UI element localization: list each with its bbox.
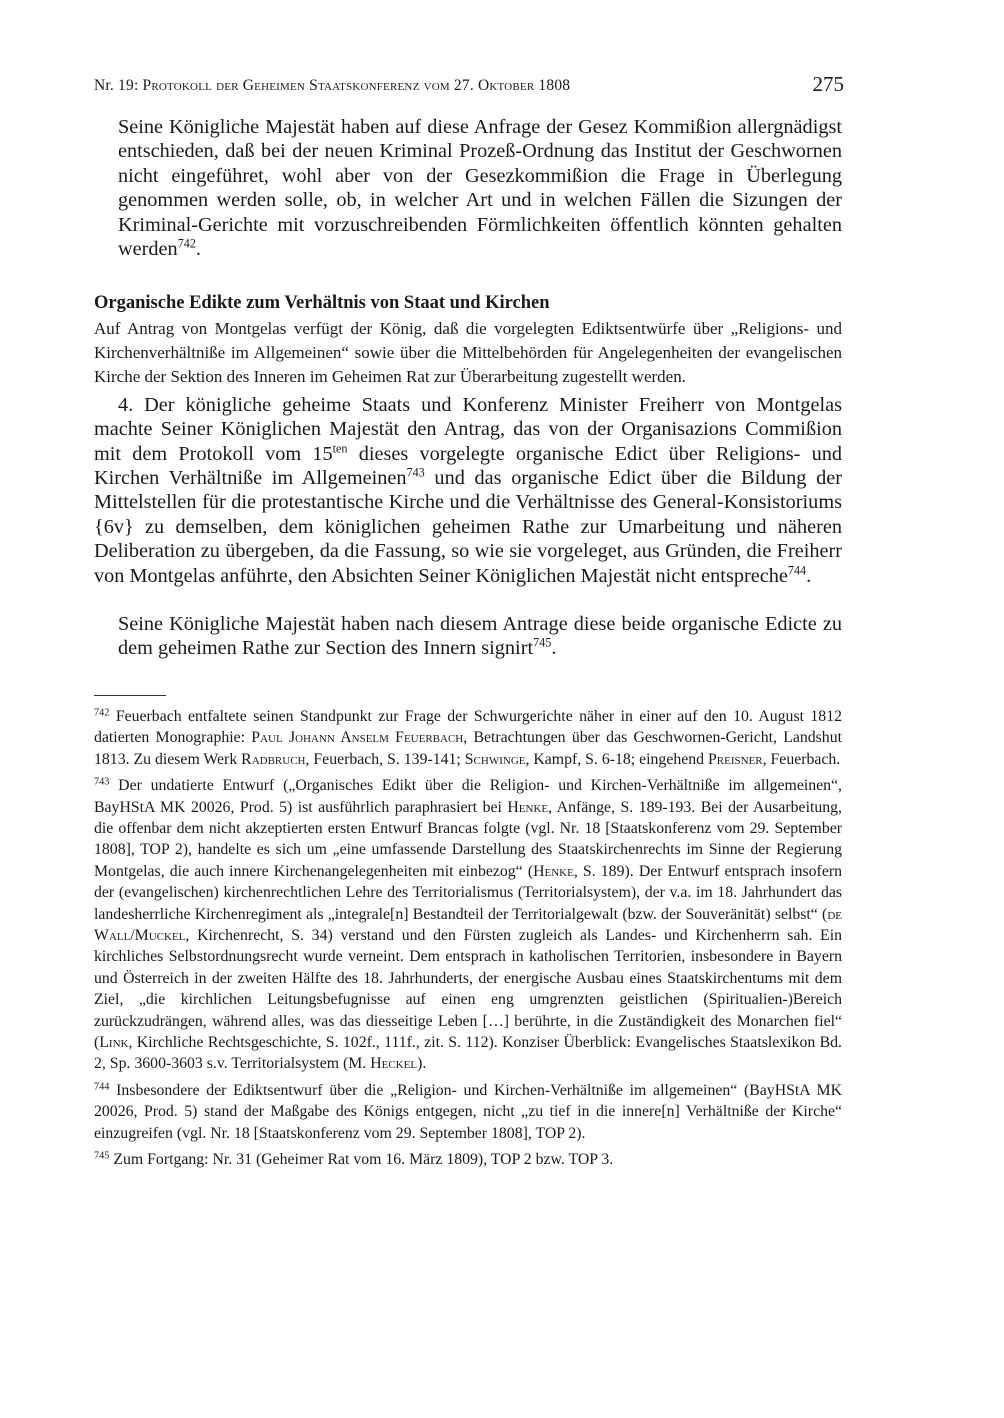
footnote-743 xyxy=(94,775,842,1075)
running-title-text: Protokoll der Geheimen Staatskonferenz vom 27. Oktober 1808 xyxy=(142,77,571,94)
paragraph-text: Seine Königliche Majestät haben auf diese Anfrage der Gesez Kommißion allergnädigst entschieden, daß bei der neuen Kriminal Prozeß-Ordnung das Institut der Geschwornen nicht eingeführet, wohl aber von der Gesezkommißion die Frage in Überlegung genommen werden solle, ob, in welcher Art und in welchen Fällen die Sizungen der Kriminal-Gerichte mit vorzuschreibenden Förmlichkeiten öffentlich könnten gehalten werden xyxy=(118,116,842,261)
paragraph-text-2: dieses vorgelegte organische Edict über Religions- und Kirchen Verhältniße im Allgemeinen xyxy=(94,442,842,490)
running-title xyxy=(94,77,570,95)
section-summary: Auf Antrag von Montgelas verfügt der König, daß die vorgelegten Ediktsentwürfe über „Religions- und Kirchenverhältniße im Allgemeinen“ sowie über die Mittelbehörden für Angelegenheiten der evangelischen Kirche der Sektion des Inneren im Geheimen Rat zur Überarbeitung zugestellt werden. xyxy=(94,319,842,387)
footnote-744 xyxy=(94,1080,842,1144)
footnote-text: , Kirchliche Rechtsgeschichte, S. 102f., 111f., zit. S. 112). Konziser Überblick: Evangelisches Staatslexikon Bd. 2, Sp. 3600-3603 s.v. Territorialsystem (M. xyxy=(94,1033,842,1073)
author-name: Paul Johann Anselm Feuerbach xyxy=(251,729,464,747)
footnote-742 xyxy=(94,706,842,770)
footnote-text: , Betrachtungen über das Geschwornen-Gericht, Landshut 1813. Zu diesem Werk xyxy=(94,729,842,768)
page-body xyxy=(94,115,842,1175)
footnote-number: 743 xyxy=(94,776,110,788)
running-title-prefix: Nr. 19: xyxy=(94,77,143,94)
footnote-text: , Kampf, S. 6-18; eingehend xyxy=(525,750,708,768)
footnote-ref-743[interactable]: 743 xyxy=(406,465,425,480)
footnote-separator xyxy=(94,695,166,696)
footnote-number: 744 xyxy=(94,1081,110,1093)
footnote-745 xyxy=(94,1149,842,1170)
author-name: Henke xyxy=(533,862,574,880)
footnote-text: Feuerbach entfaltete seinen Standpunkt zur Frage der Schwurgerichte näher in einer auf den 10. August 1812 datierten Monographie: xyxy=(94,707,842,747)
footnote-text: Zum Fortgang: Nr. 31 (Geheimer Rat vom 16. März 1809), TOP 2 bzw. TOP 3. xyxy=(113,1151,614,1169)
author-name: Radbruch xyxy=(241,750,306,768)
paragraph-montgelas-motion xyxy=(94,393,842,588)
footnote-ref-745[interactable]: 745 xyxy=(533,636,552,651)
footnote-number: 742 xyxy=(94,707,110,719)
footnote-ref-742[interactable]: 742 xyxy=(177,236,196,251)
footnote-text: , Anfänge, S. 189-193. Bei der Ausarbeitung, die offenbar dem nicht akzeptierten ersten Entwurf Brancas folgte (vgl. Nr. 18 [Staatskonferenz vom 29. September 1808], TOP 2), handelte es sich um „eine umfassende Darstellung des Staatskirchenrechts im Sinne der Regierung Montgelas, die auch innere Kirchenangelegenheiten mit einbezog“ ( xyxy=(94,798,842,880)
paragraph-text-3: und das organische Edict über die Bildung der Mittelstellen für die protestantische Kirche und die Verhältnisse des General-Konsistoriums {6v} zu demselben, dem königlichen geheimen Rathe zur Umarbeitung und näheren Deliberation zu übergeben, da die Fassung, so wie sie vorgeleget, aus Gründen, die Freiherr von Montgelas anführte, den Absichten Seiner Königlichen Majestät nicht entspreche xyxy=(94,467,842,587)
author-name: Henke xyxy=(507,798,549,816)
footnote-text: Der undatierte Entwurf („Organisches Edikt über die Religion- und Kirchen-Verhältniße im allgemeinen“, BayHStA MK 20026, Prod. 5) ist ausführlich paraphrasiert bei xyxy=(94,777,842,816)
running-header xyxy=(94,72,844,102)
footnote-ref-744[interactable]: 744 xyxy=(787,563,807,578)
paragraph-end: . xyxy=(806,564,812,587)
footnote-number: 745 xyxy=(94,1150,110,1162)
footnote-text: , Kirchenrecht, S. 34) verstand und den Fürsten zugleich als Landes- und Kirchenherrn sah. Ein kirchliches Selbstordnungsrecht wurde verneint. Dem entsprach in katholischen Territorien, insbesondere in Bayern und Österreich in der zweiten Hälfte des 18. Jahrhunderts, der energische Ausbau eines Staatskirchentums mit dem Ziel, „die kirchlichen Leitungsbefugnisse auf einen eng umgrenzten geistlichen (Spiritualien-)Bereich zurückzudrängen, während alles, was das diesseitige Leben […] berührte, in die Zuständigkeit des Monarchen fiel“ ( xyxy=(94,926,842,1051)
spacer xyxy=(94,588,842,612)
paragraph-end: . xyxy=(195,238,201,261)
footnote-text: , Feuerbach. xyxy=(762,750,841,768)
page-number: 275 xyxy=(812,72,844,96)
paragraph-text-1: 4. Der königliche geheime Staats und Konferenz Minister Freiherr von Montgelas machte Seiner Königlichen Majestät den Antrag, das von der Organisazions Commißion mit dem Protokoll vom 15 xyxy=(94,393,842,465)
paragraph-royal-decision-jury xyxy=(94,115,842,261)
spacer xyxy=(94,261,842,291)
superscript-ten: ten xyxy=(332,441,348,456)
paragraph-royal-signature xyxy=(94,612,842,661)
paragraph-end: . xyxy=(551,637,557,660)
footnote-text: Insbesondere der Ediktsentwurf über die „Religion- und Kirchen-Verhältniße im allgemeinen“ (BayHStA MK 20026, Prod. 5) stand der Maßgabe des Königs entgegen, nicht „zu tief in die innere[n] Verhältniße der Kirche“ einzugreifen (vgl. Nr. 18 [Staatskonferenz vom 29. September 1808], TOP 2). xyxy=(94,1081,843,1142)
footnote-text: ). xyxy=(417,1055,427,1073)
paragraph-text: Seine Königliche Majestät haben nach diesem Antrage diese beide organische Edicte zu dem geheimen Rathe zur Section des Innern signirt xyxy=(118,613,842,660)
author-name: Link xyxy=(99,1033,129,1051)
author-name: de Wall/Muckel xyxy=(94,905,842,944)
author-name: Schwinge xyxy=(464,750,526,768)
footnote-text: , S. 189). Der Entwurf entsprach insofern der (evangelischen) kirchenrechtlichen Lehre des Territorialismus (Territorialsystem), der v.a. im 18. Jahrhundert das landesherrliche Kirchenregiment als „integrale[n] Bestandteil der Territorialgewalt (bzw. der Souveränität) selbst“ ( xyxy=(94,862,842,923)
section-heading: Organische Edikte zum Verhältnis von Staat und Kirchen xyxy=(94,293,550,314)
footnote-text: , Feuerbach, S. 139-141; xyxy=(305,750,465,768)
author-name: Heckel xyxy=(370,1055,418,1073)
author-name: Preisner xyxy=(708,750,763,768)
